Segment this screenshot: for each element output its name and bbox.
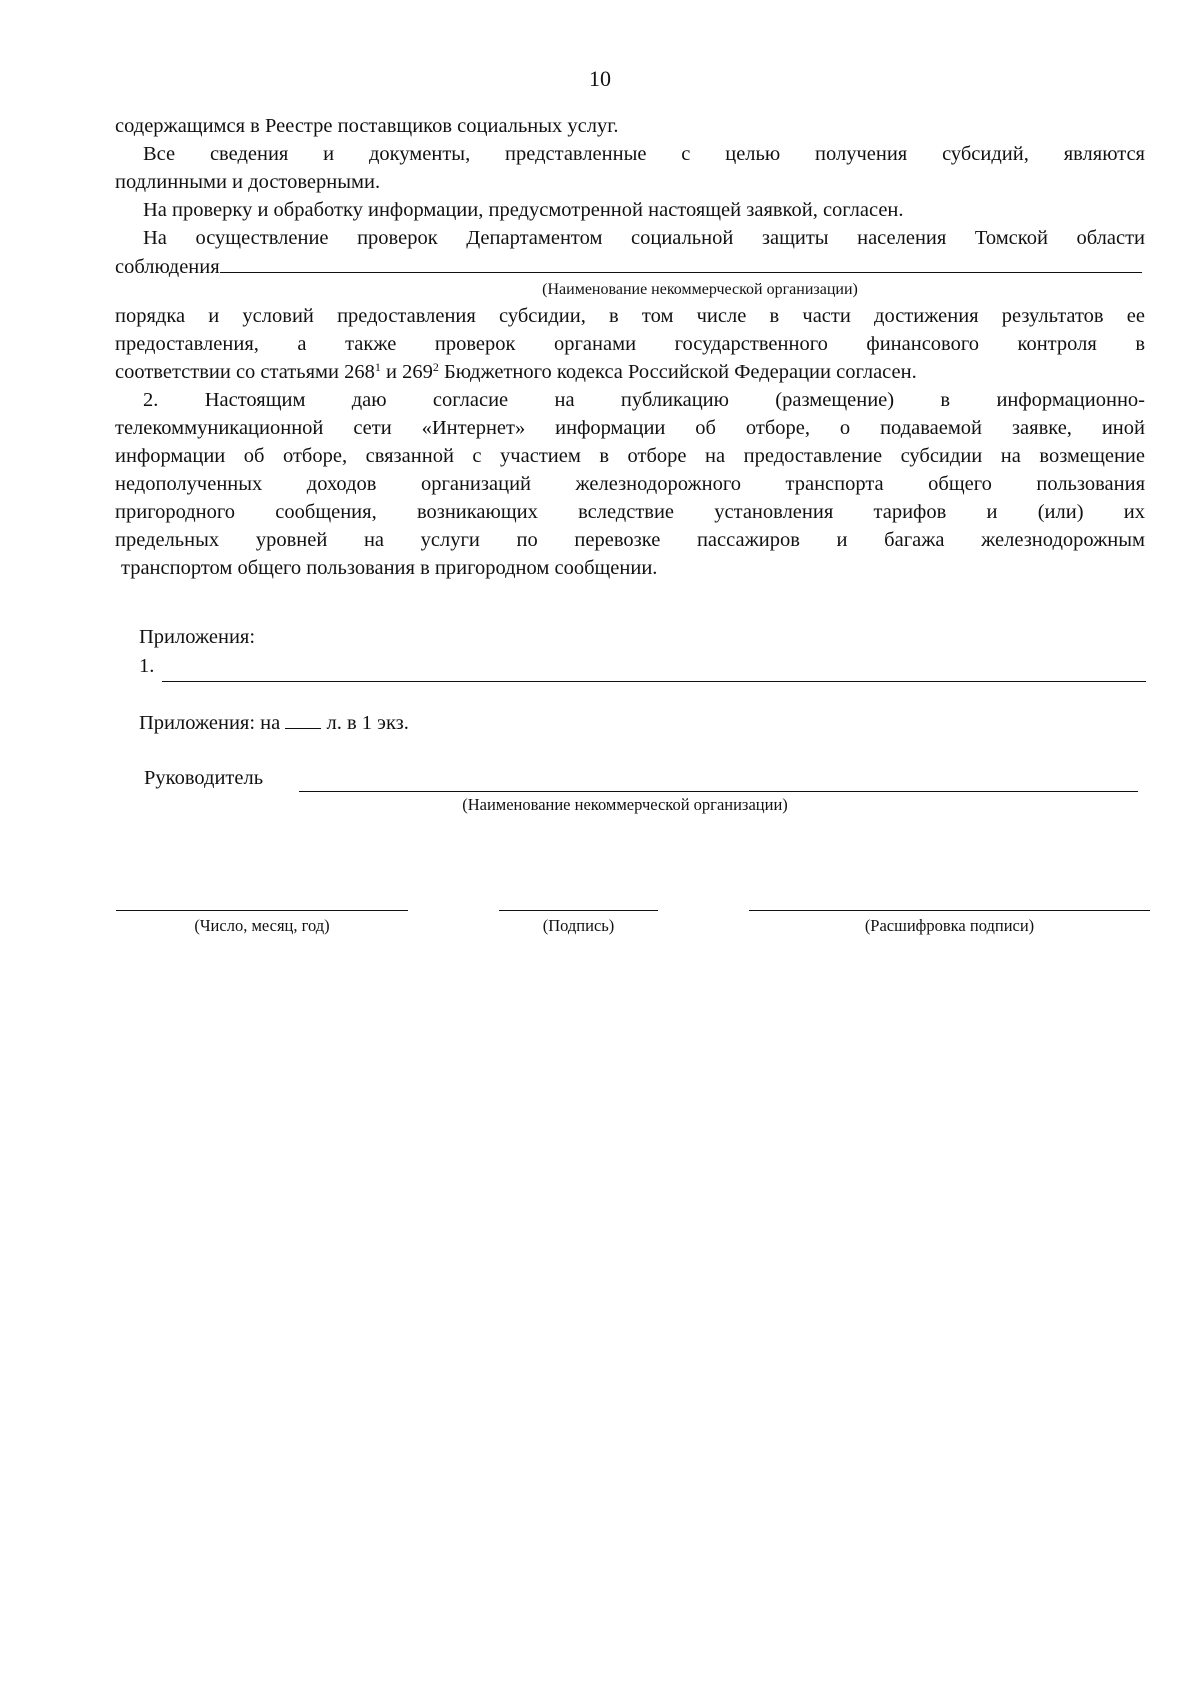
text-line: пригородного сообщения, возникающих вследствие установления тарифов и (или) их	[115, 501, 1145, 523]
signature-decode-blank-line[interactable]	[749, 910, 1150, 911]
text-line: телекоммуникационной сети «Интернет» информации об отборе, о подаваемой заявке, иной	[115, 417, 1145, 439]
footnote-marker: 2	[432, 360, 439, 374]
organization-caption: (Наименование некоммерческой организации)	[542, 281, 858, 298]
appendix-count-prefix: Приложения: на	[139, 712, 281, 734]
sheet-count-blank[interactable]	[285, 710, 321, 729]
text-line: подлинными и достоверными.	[115, 171, 381, 193]
date-caption: (Число, месяц, год)	[194, 916, 330, 935]
text-line: соответствии со статьями $268^1$ и $269^2$ Бюджетного кодекса Российской Федерации согласен.	[115, 360, 917, 383]
text-line: На осуществление проверок Департаментом социальной защиты населения Томской области	[143, 227, 1145, 249]
appendix-count-suffix: л. в 1 экз.	[326, 712, 409, 734]
date-blank-line[interactable]	[116, 910, 408, 911]
text-line: транспортом общего пользования в пригородном сообщении.	[121, 557, 658, 579]
appendix-heading: Приложения:	[139, 626, 256, 648]
appendix-item-number: 1.	[139, 655, 155, 677]
appendix-item-blank-line[interactable]	[162, 681, 1146, 682]
text-line: Все сведения и документы, представленные с целью получения субсидий, являются	[143, 143, 1145, 165]
consent-paragraphs	[115, 112, 1145, 582]
text-line-with-blank	[115, 252, 1145, 280]
signature-blank-line[interactable]	[499, 910, 658, 911]
signature-caption: (Подпись)	[542, 916, 615, 935]
text-line: информации об отборе, связанной с участием в отборе на предоставление субсидии на возмещение	[115, 445, 1145, 467]
head-organization-blank-line[interactable]	[299, 791, 1138, 792]
page-number: 10	[589, 66, 611, 91]
text-line: недополученных доходов организаций железнодорожного транспорта общего пользования	[115, 473, 1145, 495]
text-fragment: соблюдения	[115, 256, 220, 278]
appendix-count	[139, 710, 409, 735]
footnote-marker: 1	[374, 360, 381, 374]
text-line: На проверку и обработку информации, предусмотренной настоящей заявкой, согласен.	[143, 199, 904, 221]
text-line: содержащимся в Реестре поставщиков социальных услуг.	[115, 115, 619, 137]
head-organization-caption: (Наименование некоммерческой организации)	[462, 795, 788, 814]
text-line: предельных уровней на услуги по перевозке пассажиров и багажа железнодорожным	[115, 529, 1145, 551]
signature-decode-caption: (Расшифровка подписи)	[864, 916, 1035, 935]
head-label: Руководитель	[144, 767, 264, 789]
organization-blank-line[interactable]	[220, 252, 1142, 273]
text-line: предоставления, а также проверок органами государственного финансового контроля в	[115, 333, 1145, 355]
text-line: порядка и условий предоставления субсидии, в том числе в части достижения результатов ее	[115, 305, 1145, 327]
text-line: 2. Настоящим даю согласие на публикацию (размещение) в информационно-	[143, 389, 1145, 411]
